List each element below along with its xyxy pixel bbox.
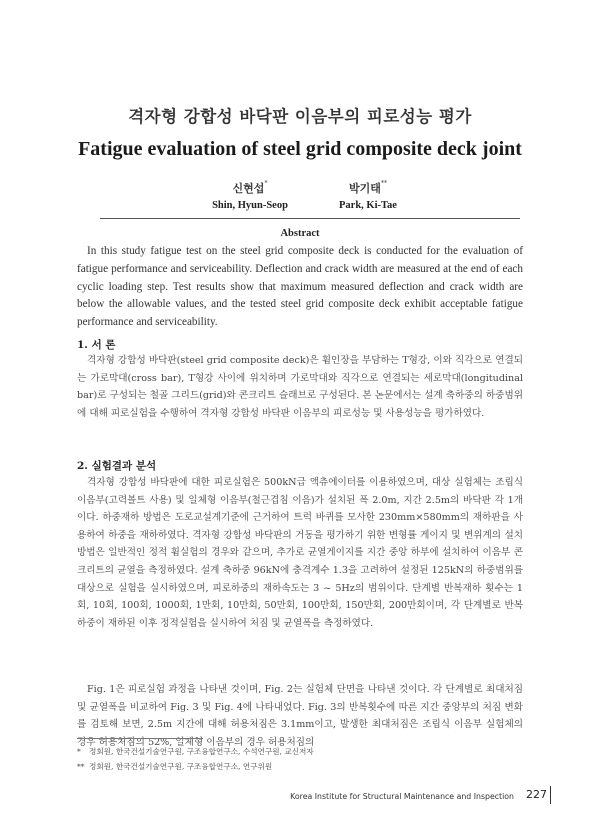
author-block xyxy=(0,180,600,214)
footnote-1-mark: * xyxy=(77,747,81,756)
page-number-bar xyxy=(550,786,551,804)
section-2-paragraph-2: Fig. 1은 피로실험 과정을 나타낸 것이며, Fig. 2는 실험체 단면을 나타낸 것이다. 각 단계별로 최대처짐 및 균열폭을 비교하여 Fig. 3 및 Fig. 4에 나타내었다. Fig. 3의 반복횟수에 따른 지간 중앙부의 처짐 변화를 검토해 보면, 2.5m 지간에 대해 허용처짐은 3.1mm이고, 발생한 최대처짐은 조립식 이음부 실험체의 경우 허용처짐의 52%, 일체형 이음부의 경우 허용처짐의 xyxy=(77,684,523,748)
author-2 xyxy=(298,180,438,211)
abstract-heading: Abstract xyxy=(280,228,320,239)
footnote-1-text: 정회원, 한국건설기술연구원, 구조융합연구소, 수석연구원, 교신저자 xyxy=(89,747,314,756)
section-1-paragraph: 격자형 강합성 바닥판(steel grid composite deck)은 휨인장을 부담하는 T형강, 이와 직각으로 연결되는 가로막대(cross bar), T형강 사이에 위치하며 가로막대와 직각으로 연결되는 세로막대(longitudinal bar)로 구성되는 철골 그리드(grid)와 콘크리트 슬래브로 구성된다. 본 논문에서는 설계 축하중의 하중범위에 대해 피로실험을 수행하여 격자형 강합성 바닥판 이음부의 피로성능 및 사용성능을 평가하였다. xyxy=(77,355,523,419)
page-number: 227 xyxy=(526,788,547,801)
footnote-2-text: 정회원, 한국건설기술연구원, 구조융합연구소, 연구위원 xyxy=(89,762,273,771)
title-korean: 격자형 강합성 바닥판 이음부의 피로성능 평가 xyxy=(128,107,472,126)
abstract-divider xyxy=(100,218,520,219)
author-1-name-en: Shin, Hyun-Seop xyxy=(212,200,288,211)
footnote-1 xyxy=(77,746,314,757)
section-1-heading: 1. 서 론 xyxy=(77,339,116,351)
section-2-paragraph-1: 격자형 강합성 바닥판에 대한 피로실험은 500kN급 액츄에이터를 이용하였으며, 대상 실험체는 조립식 이음부(고력볼트 사용) 및 일체형 이음부(철근겹침 이음)가 설치된 폭 2.0m, 지간 2.5m의 바닥판 각 1개이다. 하중재하 방법은 도로교설계기준에 근거하여 트럭 바퀴를 모사한 230mm×580mm의 재하판을 사용하여 하중을 재하하였다. 격자형 강합성 바닥판의 거동을 평가하기 위한 변형률 게이지 및 변위계의 설치방법은 일반적인 정적 휨실험의 경우와 같으며, 추가로 균열게이지를 지간 중앙 하부에 설치하여 이음부 콘크리트의 균열을 측정하였다. 설계 축하중 96kN에 충격계수 1.3을 고려하여 설정된 125kN의 하중범위를 대상으로 실험을 실시하였으며, 피로하중의 재하속도는 3 ~ 5Hz의 범위이다. 단계별 반복재하 횟수는 1회, 10회, 100회, 1000회, 1만회, 10만회, 50만회, 100만회, 150만회, 200만회이며, 각 단계별로 반복하중이 재하된 이후 정적실험을 실시하여 처짐 및 균열폭을 측정하였다. xyxy=(77,477,523,629)
footnote-2-mark: ** xyxy=(77,762,85,771)
author-2-mark: ** xyxy=(380,180,387,187)
abstract-text: In this study fatigue test on the steel grid composite deck is conducted for the evaluation of fatigue performance and serviceability. Deflection and crack width are measured at the end of each cyclic loading step. Test results show that maximum measured deflection and crack width are below the allowable values, and the tested steel grid composite deck exhibit acceptable fatigue performance and serviceability. xyxy=(77,245,523,329)
author-2-name-en: Park, Ki-Tae xyxy=(339,200,397,211)
footnote-divider xyxy=(77,738,203,739)
author-1-name-ko: 신현섭 xyxy=(232,182,265,195)
footnote-2 xyxy=(77,761,272,772)
section-2-heading: 2. 실험결과 분석 xyxy=(77,460,157,472)
author-1-mark: * xyxy=(264,180,268,187)
footer-publisher: Korea Institute for Structural Maintenance and Inspection xyxy=(290,792,514,801)
title-english: Fatigue evaluation of steel grid composite deck joint xyxy=(78,138,522,160)
author-2-name-ko: 박기태 xyxy=(349,182,381,195)
